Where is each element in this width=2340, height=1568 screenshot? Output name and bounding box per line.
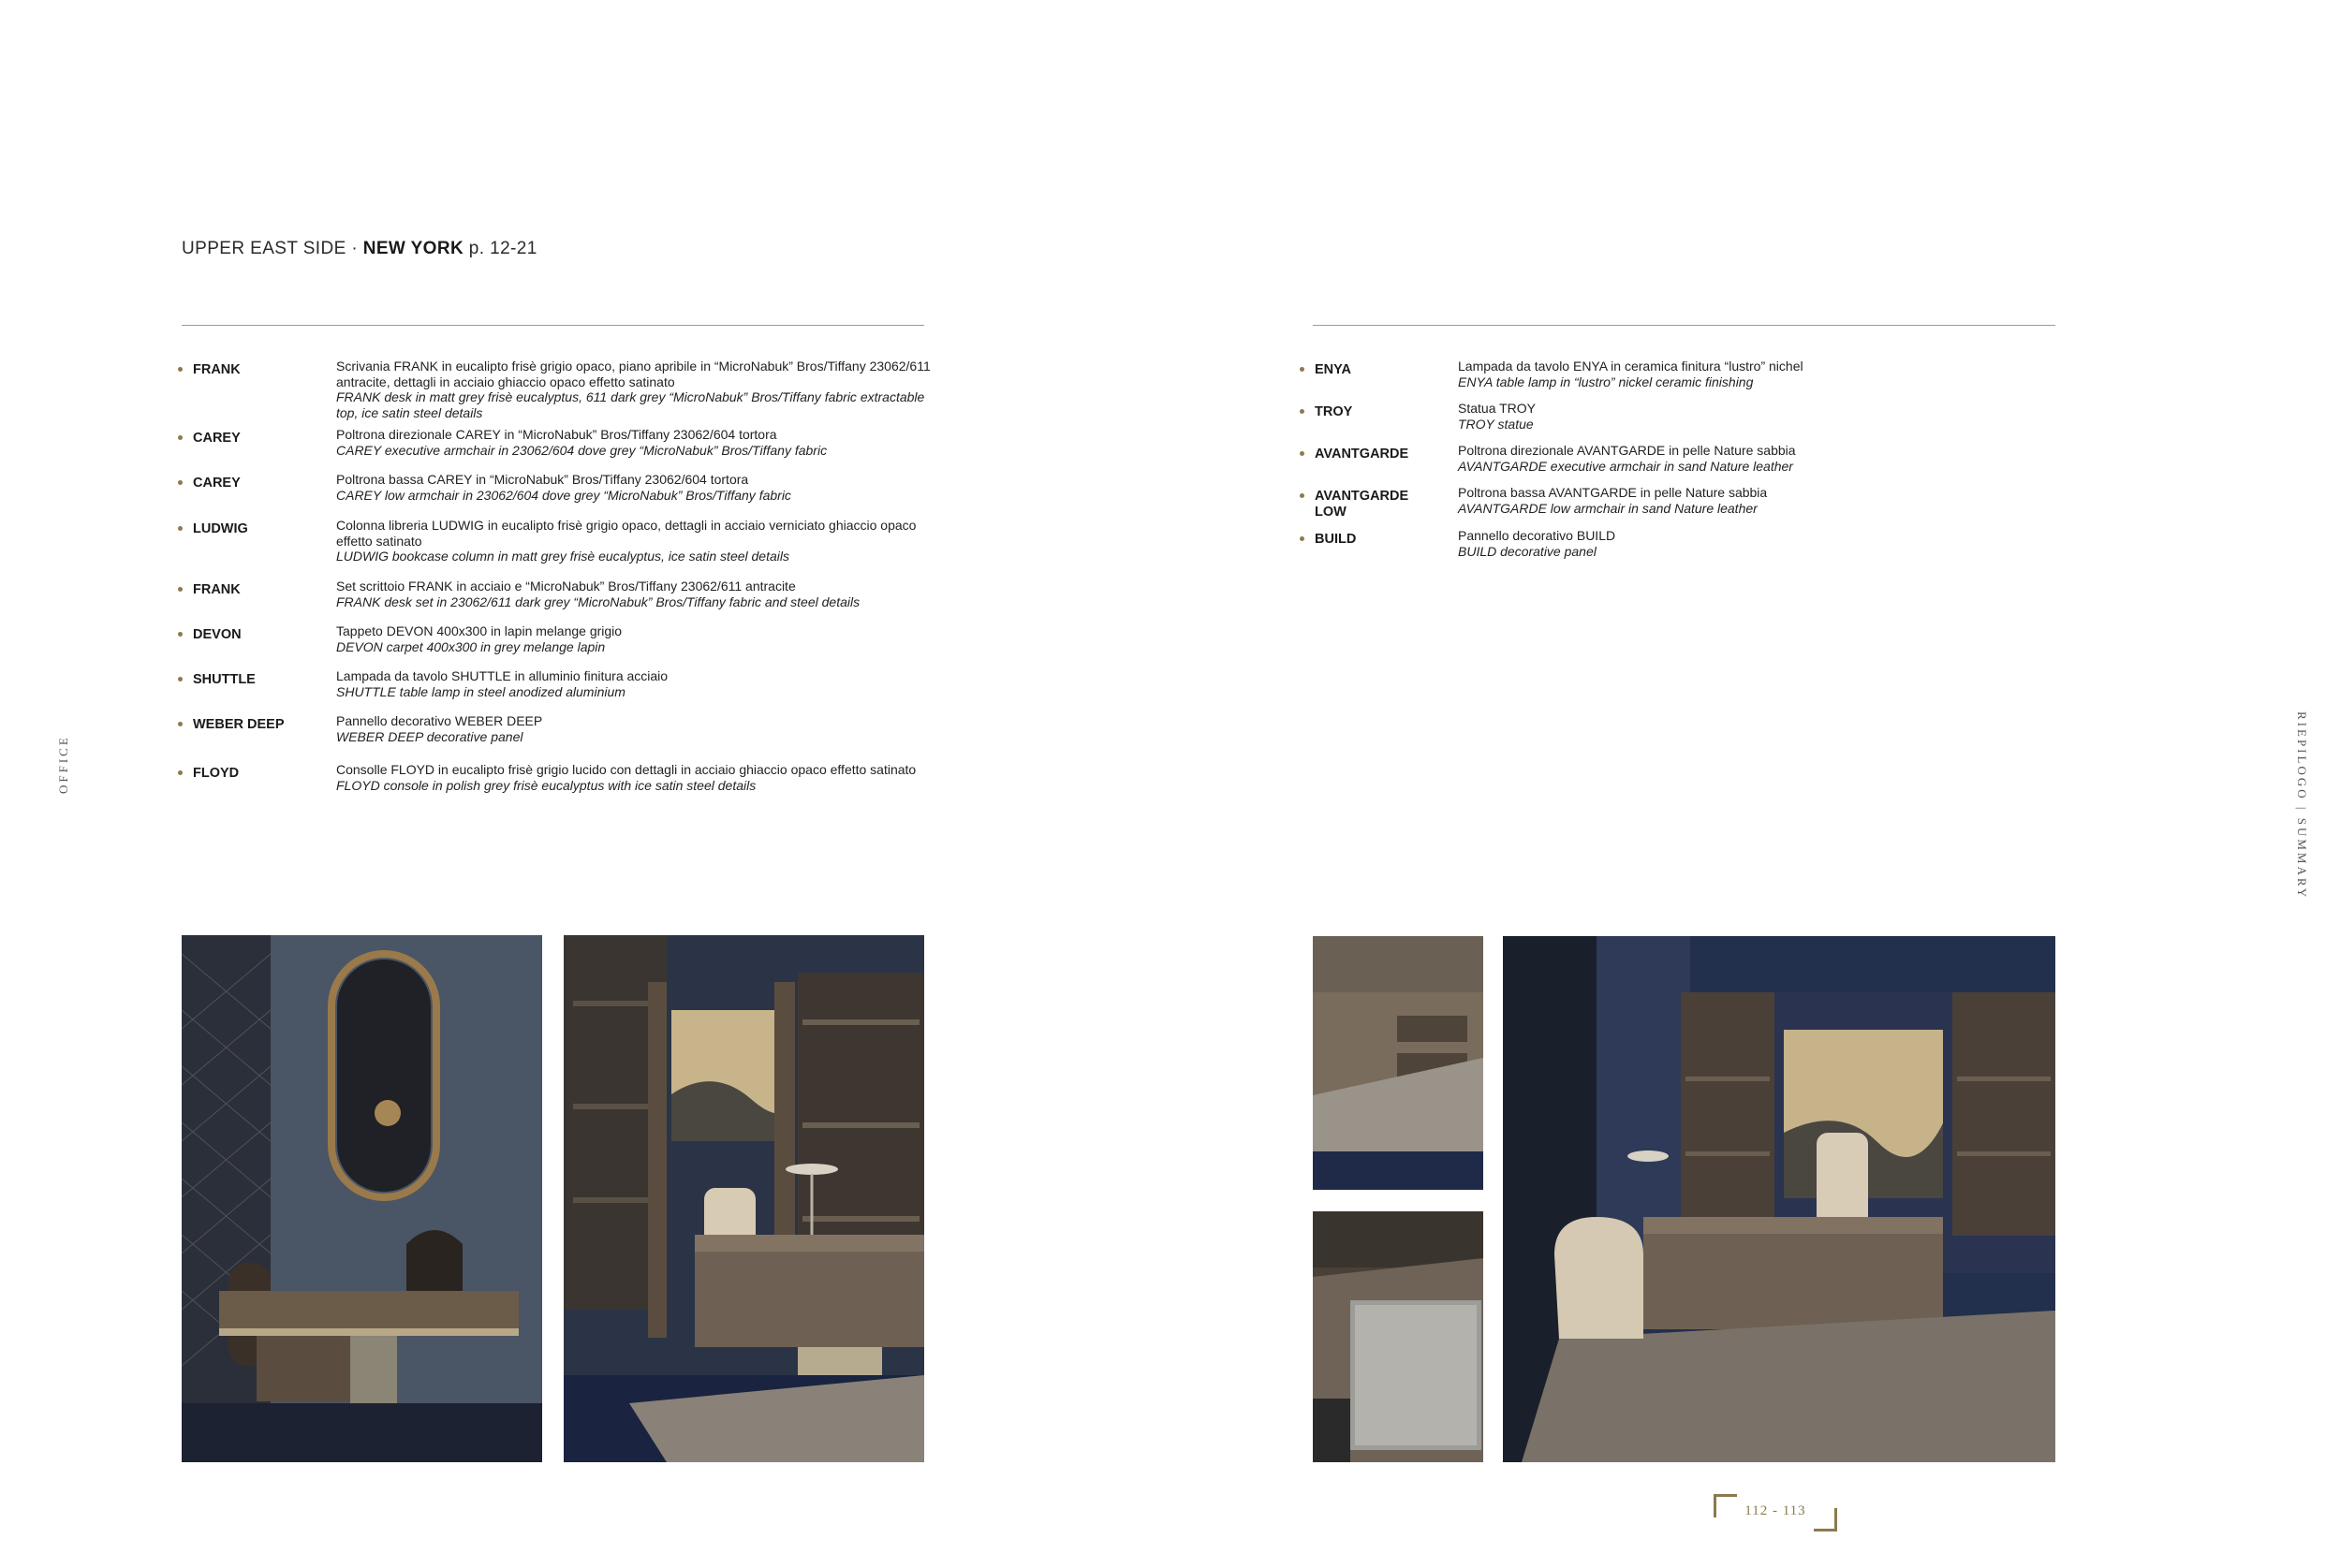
description-english: FLOYD console in polish grey frisè eucalyptus with ice satin steel details	[336, 777, 757, 793]
section-title-pages: p. 12-21	[464, 239, 537, 258]
description-english: TROY statue	[1458, 416, 1534, 432]
description-english: AVANTGARDE executive armchair in sand Nature leather	[1458, 458, 1793, 474]
section-title	[182, 239, 537, 259]
description-italian: Poltrona bassa AVANTGARDE in pelle Nature sabbia	[1458, 485, 1768, 500]
description-italian: Statua TROY	[1458, 401, 1537, 416]
product-description	[336, 472, 935, 503]
bullet-icon	[178, 632, 183, 637]
description-italian: Tappeto DEVON 400x300 in lapin melange grigio	[336, 623, 623, 638]
product-description	[336, 713, 935, 744]
product-name: SHUTTLE	[193, 672, 256, 687]
right-divider	[1313, 325, 2055, 326]
bullet-icon	[1300, 451, 1304, 456]
bullet-icon	[178, 722, 183, 726]
bullet-icon	[1300, 409, 1304, 414]
description-italian: Poltrona direzionale CAREY in “MicroNabuk” Bros/Tiffany 23062/604 tortora	[336, 427, 777, 442]
description-italian: Pannello decorativo BUILD	[1458, 528, 1616, 543]
product-description	[1458, 485, 2020, 516]
product-description	[336, 427, 935, 458]
product-description	[336, 668, 935, 699]
description-english: LUDWIG bookcase column in matt grey frisè eucalyptus, ice satin steel details	[336, 549, 789, 564]
product-description	[1458, 359, 2020, 389]
product-description	[336, 579, 935, 609]
product-name: CAREY	[193, 476, 241, 491]
page-number	[1714, 1494, 1837, 1531]
product-name: TROY	[1315, 404, 1353, 419]
bullet-icon	[178, 526, 183, 531]
bullet-icon	[178, 770, 183, 775]
description-italian: Lampada da tavolo SHUTTLE in alluminio finitura acciaio	[336, 668, 669, 683]
description-english: BUILD decorative panel	[1458, 543, 1597, 559]
page-number-text: 112 - 113	[1744, 1503, 1806, 1518]
product-description	[1458, 528, 2020, 559]
description-english: CAREY low armchair in 23062/604 dove grey “MicroNabuk” Bros/Tiffany fabric	[336, 487, 791, 503]
corner-bracket-icon	[1814, 1508, 1837, 1531]
description-english: ENYA table lamp in “lustro” nickel ceramic finishing	[1458, 374, 1754, 389]
section-title-city: NEW YORK	[362, 239, 464, 258]
bullet-icon	[1300, 536, 1304, 541]
bullet-icon	[178, 480, 183, 485]
product-name: CAREY	[193, 431, 241, 446]
product-name: FLOYD	[193, 766, 240, 781]
product-name: WEBER DEEP	[193, 717, 285, 732]
description-italian: Consolle FLOYD in eucalipto frisè grigio lucido con dettagli in acciaio ghiaccio opaco effetto satinato	[336, 762, 917, 777]
product-description	[1458, 443, 2020, 474]
product-name: LUDWIG	[193, 521, 248, 536]
description-english: SHUTTLE table lamp in steel anodized aluminium	[336, 683, 625, 699]
product-description	[336, 359, 935, 420]
description-italian: Scrivania FRANK in eucalipto frisè grigio opaco, piano apribile in “MicroNabuk” Bros/Tiffany 23062/611 antracite, dettagli in acciaio ghiaccio opaco effetto satinato	[336, 359, 931, 389]
side-label-summary: RIEPILOGO | SUMMARY	[2295, 711, 2309, 901]
description-english: FRANK desk in matt grey frisè eucalyptus, 611 dark grey “MicroNabuk” Bros/Tiffany fabric extractable top, ice satin steel details	[336, 389, 925, 420]
description-english: AVANTGARDE low armchair in sand Nature leather	[1458, 500, 1758, 516]
product-name: BUILD	[1315, 532, 1357, 547]
description-english: CAREY executive armchair in 23062/604 dove grey “MicroNabuk” Bros/Tiffany fabric	[336, 442, 828, 458]
description-english: FRANK desk set in 23062/611 dark grey “MicroNabuk” Bros/Tiffany fabric and steel details	[336, 593, 861, 609]
side-label-office: OFFICE	[56, 735, 70, 794]
description-english: DEVON carpet 400x300 in grey melange lapin	[336, 638, 606, 654]
product-name: AVANTGARDE LOW	[1315, 489, 1409, 520]
bullet-icon	[178, 367, 183, 372]
product-name: FRANK	[193, 582, 241, 597]
photo-desk-bookcase	[564, 935, 924, 1462]
bullet-icon	[178, 677, 183, 681]
photo-console-mirror	[182, 935, 542, 1462]
description-italian: Lampada da tavolo ENYA in ceramica finitura “lustro” nichel	[1458, 359, 1803, 374]
bullet-icon	[178, 587, 183, 592]
description-italian: Poltrona bassa CAREY in “MicroNabuk” Bros/Tiffany 23062/604 tortora	[336, 472, 749, 487]
product-name: AVANTGARDE	[1315, 447, 1409, 462]
bullet-icon	[1300, 367, 1304, 372]
left-divider	[182, 325, 924, 326]
description-english: WEBER DEEP decorative panel	[336, 728, 523, 744]
bullet-icon	[1300, 493, 1304, 498]
product-name: FRANK	[193, 362, 241, 377]
photo-drawer-detail	[1313, 936, 1483, 1190]
product-description	[1458, 401, 2020, 432]
product-description	[336, 762, 935, 793]
description-italian: Colonna libreria LUDWIG in eucalipto frisè grigio opaco, dettagli in acciaio verniciato ghiaccio opaco effetto satinato	[336, 518, 917, 549]
product-name: ENYA	[1315, 362, 1351, 377]
product-description	[336, 518, 935, 564]
section-title-prefix: UPPER EAST SIDE ·	[182, 239, 363, 258]
product-description	[336, 623, 935, 654]
bullet-icon	[178, 435, 183, 440]
description-italian: Set scrittoio FRANK in acciaio e “MicroNabuk” Bros/Tiffany 23062/611 antracite	[336, 579, 796, 593]
photo-tray-detail	[1313, 1211, 1483, 1462]
description-italian: Poltrona direzionale AVANTGARDE in pelle Nature sabbia	[1458, 443, 1796, 458]
photo-office-overview	[1503, 936, 2055, 1462]
product-name: DEVON	[193, 627, 242, 642]
description-italian: Pannello decorativo WEBER DEEP	[336, 713, 543, 728]
